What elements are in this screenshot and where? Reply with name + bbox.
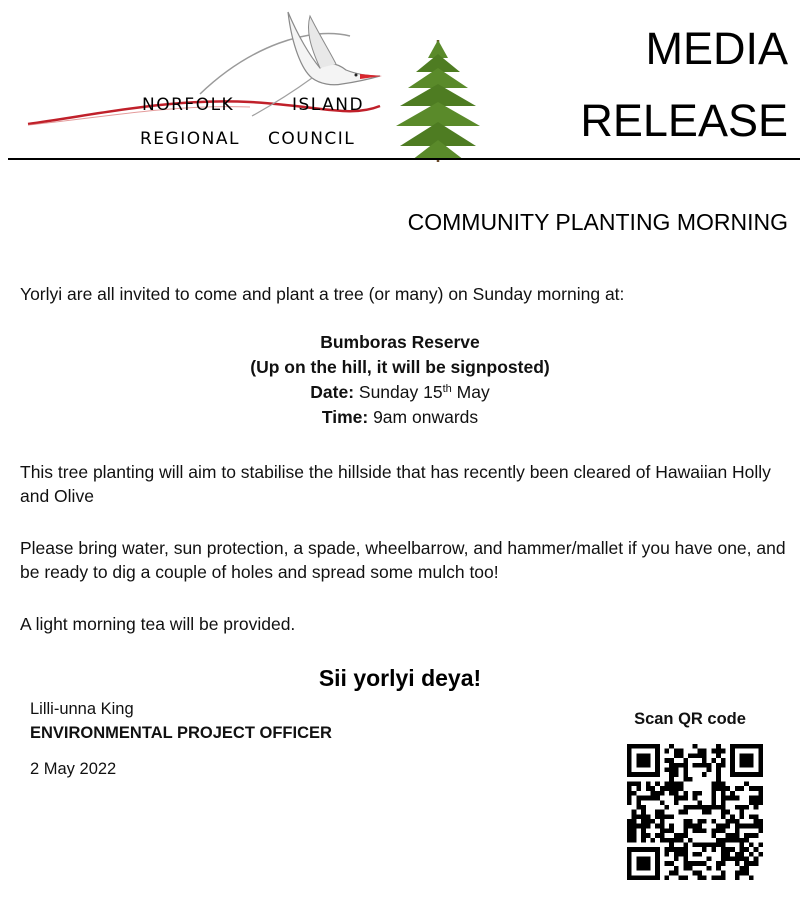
event-venue-note: (Up on the hill, it will be signposted) <box>250 357 550 377</box>
event-time <box>0 405 800 430</box>
logo-text-island: ISLAND <box>292 95 365 115</box>
event-date-label: Date: <box>310 382 355 402</box>
event-time-label: Time: <box>321 407 369 427</box>
body-paragraph-1: This tree planting will aim to stabilise the hillside that has recently been cleared of Hawaiian Holly and Olive <box>20 462 771 506</box>
event-date-suffix: th <box>442 383 452 395</box>
body-paragraph-3: A light morning tea will be provided. <box>20 614 296 634</box>
signature-date: 2 May 2022 <box>30 760 117 778</box>
council-logo <box>20 6 540 166</box>
logo-text-regional: REGIONAL <box>140 129 240 149</box>
logo-text-council: COUNCIL <box>268 129 356 149</box>
norfolk-pine-icon <box>396 40 480 162</box>
event-details <box>0 330 800 430</box>
event-time-value: 9am onwards <box>373 407 479 427</box>
logo-text-norfolk: NORFOLK <box>142 95 235 115</box>
body-paragraph-2: Please bring water, sun protection, a spade, wheelbarrow, and hammer/mallet if you have one, and be ready to dig a couple of holes and spread some mulch too! <box>20 538 786 582</box>
signature-name: Lilli-unna King <box>30 700 134 718</box>
signoff-text: Sii yorlyi deya! <box>318 665 482 691</box>
event-date-month: May <box>456 382 490 402</box>
event-date-value: Sunday 15 <box>358 382 443 402</box>
doc-type-line2: RELEASE <box>580 95 788 146</box>
header-divider <box>8 158 800 160</box>
event-date <box>0 380 800 405</box>
page-headline: COMMUNITY PLANTING MORNING <box>407 209 788 235</box>
event-venue: Bumboras Reserve <box>320 332 480 352</box>
qr-label: Scan QR code <box>634 710 746 728</box>
intro-paragraph: Yorlyi are all invited to come and plant a tree (or many) on Sunday morning at: <box>20 284 625 304</box>
doc-type-line1: MEDIA <box>645 23 788 74</box>
signature-title: ENVIRONMENTAL PROJECT OFFICER <box>30 724 332 742</box>
qr-code-icon[interactable] <box>627 744 763 880</box>
